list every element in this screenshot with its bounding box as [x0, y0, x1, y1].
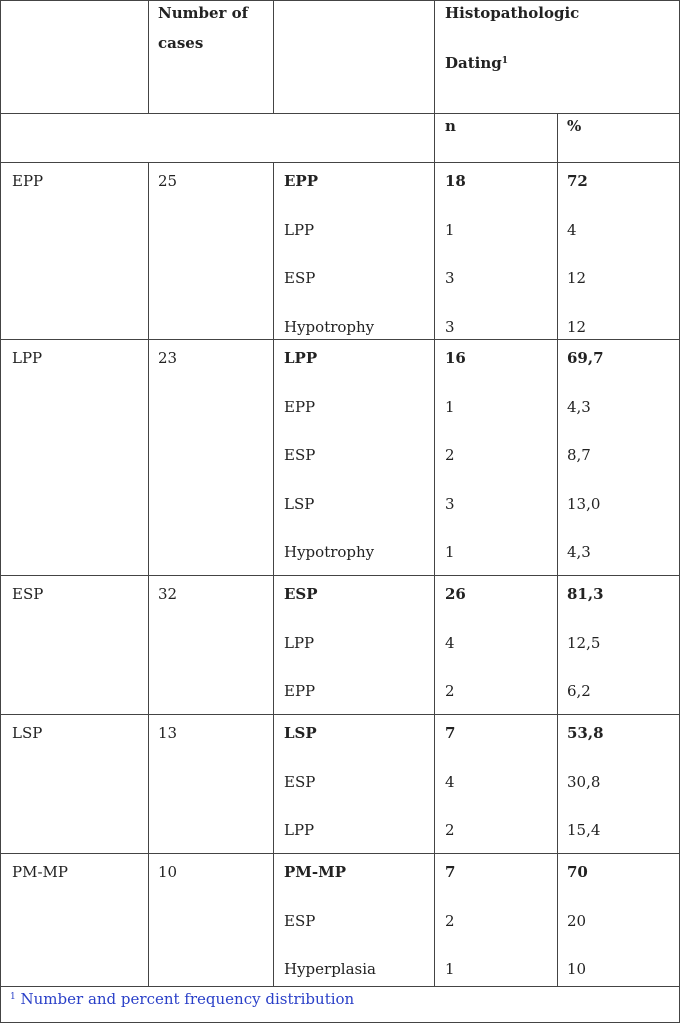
- percent-cell: 53,8: [567, 724, 604, 742]
- footnote: [10, 988, 354, 1008]
- n-cell: 3: [445, 269, 455, 287]
- percent-cell: 81,3: [567, 585, 604, 603]
- dating-cell: LPP: [284, 633, 315, 652]
- group-divider-2: [0, 575, 680, 576]
- dating-cell: ESP: [284, 911, 316, 930]
- footnote-mark: 1: [10, 992, 16, 1002]
- group-label: LSP: [12, 724, 43, 742]
- subheader-col-line: [557, 113, 558, 162]
- header-col-line-2: [273, 0, 274, 113]
- dating-cell: LPP: [284, 349, 318, 367]
- group-label: ESP: [12, 585, 44, 603]
- group-label: LPP: [12, 349, 43, 367]
- n-cell: 2: [445, 682, 455, 700]
- percent-cell: 69,7: [567, 349, 604, 367]
- n-cell: 1: [445, 220, 455, 239]
- group-cases: 10: [158, 863, 178, 881]
- percent-cell: 15,4: [567, 821, 601, 839]
- n-cell: 18: [445, 172, 466, 190]
- dating-cell: LPP: [284, 220, 315, 239]
- percent-cell: 4,3: [567, 543, 591, 561]
- body-col-line-1: [148, 162, 149, 986]
- dating-cell: ESP: [284, 772, 316, 791]
- dating-cell: LPP: [284, 821, 315, 839]
- group-label: PM-MP: [12, 863, 68, 881]
- dating-cell: PM-MP: [284, 863, 346, 881]
- group-cases: 32: [158, 585, 178, 603]
- dating-cell: ESP: [284, 585, 318, 603]
- dating-cell: EPP: [284, 397, 316, 416]
- body-col-line-4: [557, 162, 558, 986]
- percent-cell: 10: [567, 960, 587, 978]
- header-divider: [0, 113, 680, 114]
- header-dating: [445, 52, 508, 72]
- header-n: n: [445, 117, 456, 135]
- dating-cell: ESP: [284, 269, 316, 287]
- group-divider-4: [0, 853, 680, 854]
- percent-cell: 12: [567, 317, 587, 336]
- header-percent: %: [567, 117, 582, 135]
- header-dating-footnote-mark: 1: [501, 56, 509, 66]
- body-col-line-3: [434, 162, 435, 986]
- n-cell: 26: [445, 585, 466, 603]
- header-col-line-3: [434, 0, 435, 162]
- group-cases: 25: [158, 172, 178, 190]
- n-cell: 7: [445, 863, 456, 881]
- dating-cell: EPP: [284, 172, 318, 190]
- percent-cell: 6,2: [567, 682, 591, 700]
- percent-cell: 12,5: [567, 633, 601, 652]
- percent-cell: 8,7: [567, 446, 591, 464]
- n-cell: 1: [445, 543, 455, 561]
- table-border-bottom: [0, 1022, 680, 1023]
- n-cell: 4: [445, 772, 455, 791]
- n-cell: 3: [445, 317, 455, 336]
- n-cell: 3: [445, 494, 455, 513]
- footnote-text: Number and percent frequency distribution: [20, 990, 355, 1008]
- percent-cell: 70: [567, 863, 588, 881]
- percent-cell: 72: [567, 172, 588, 190]
- dating-cell: EPP: [284, 682, 316, 700]
- group-divider-0: [0, 162, 680, 163]
- percent-cell: 20: [567, 911, 587, 930]
- group-cases: 23: [158, 349, 178, 367]
- body-col-line-2: [273, 162, 274, 986]
- header-dating-text: Dating: [445, 54, 502, 72]
- dating-cell: Hypotrophy: [284, 317, 375, 336]
- dating-cell: Hypotrophy: [284, 543, 375, 561]
- dating-cell: Hyperplasia: [284, 960, 376, 978]
- dating-cell: LSP: [284, 724, 317, 742]
- n-cell: 4: [445, 633, 455, 652]
- group-label: EPP: [12, 172, 44, 190]
- n-cell: 2: [445, 911, 455, 930]
- group-divider-1: [0, 339, 680, 340]
- n-cell: 2: [445, 821, 455, 839]
- n-cell: 16: [445, 349, 466, 367]
- dating-cell: ESP: [284, 446, 316, 464]
- header-number-of-cases-line2: cases: [158, 34, 204, 52]
- footnote-divider: [0, 986, 680, 987]
- percent-cell: 4,3: [567, 397, 591, 416]
- percent-cell: 12: [567, 269, 587, 287]
- n-cell: 1: [445, 397, 455, 416]
- n-cell: 1: [445, 960, 455, 978]
- n-cell: 7: [445, 724, 456, 742]
- percent-cell: 30,8: [567, 772, 601, 791]
- group-divider-3: [0, 714, 680, 715]
- table-border-left: [0, 0, 1, 1023]
- header-number-of-cases-line1: Number of: [158, 4, 249, 22]
- percent-cell: 13,0: [567, 494, 601, 513]
- header-col-line-1: [148, 0, 149, 113]
- n-cell: 2: [445, 446, 455, 464]
- table-border-top: [0, 0, 680, 1]
- percent-cell: 4: [567, 220, 577, 239]
- header-histopathologic-line1: Histopathologic: [445, 4, 580, 22]
- group-cases: 13: [158, 724, 178, 742]
- dating-cell: LSP: [284, 494, 315, 513]
